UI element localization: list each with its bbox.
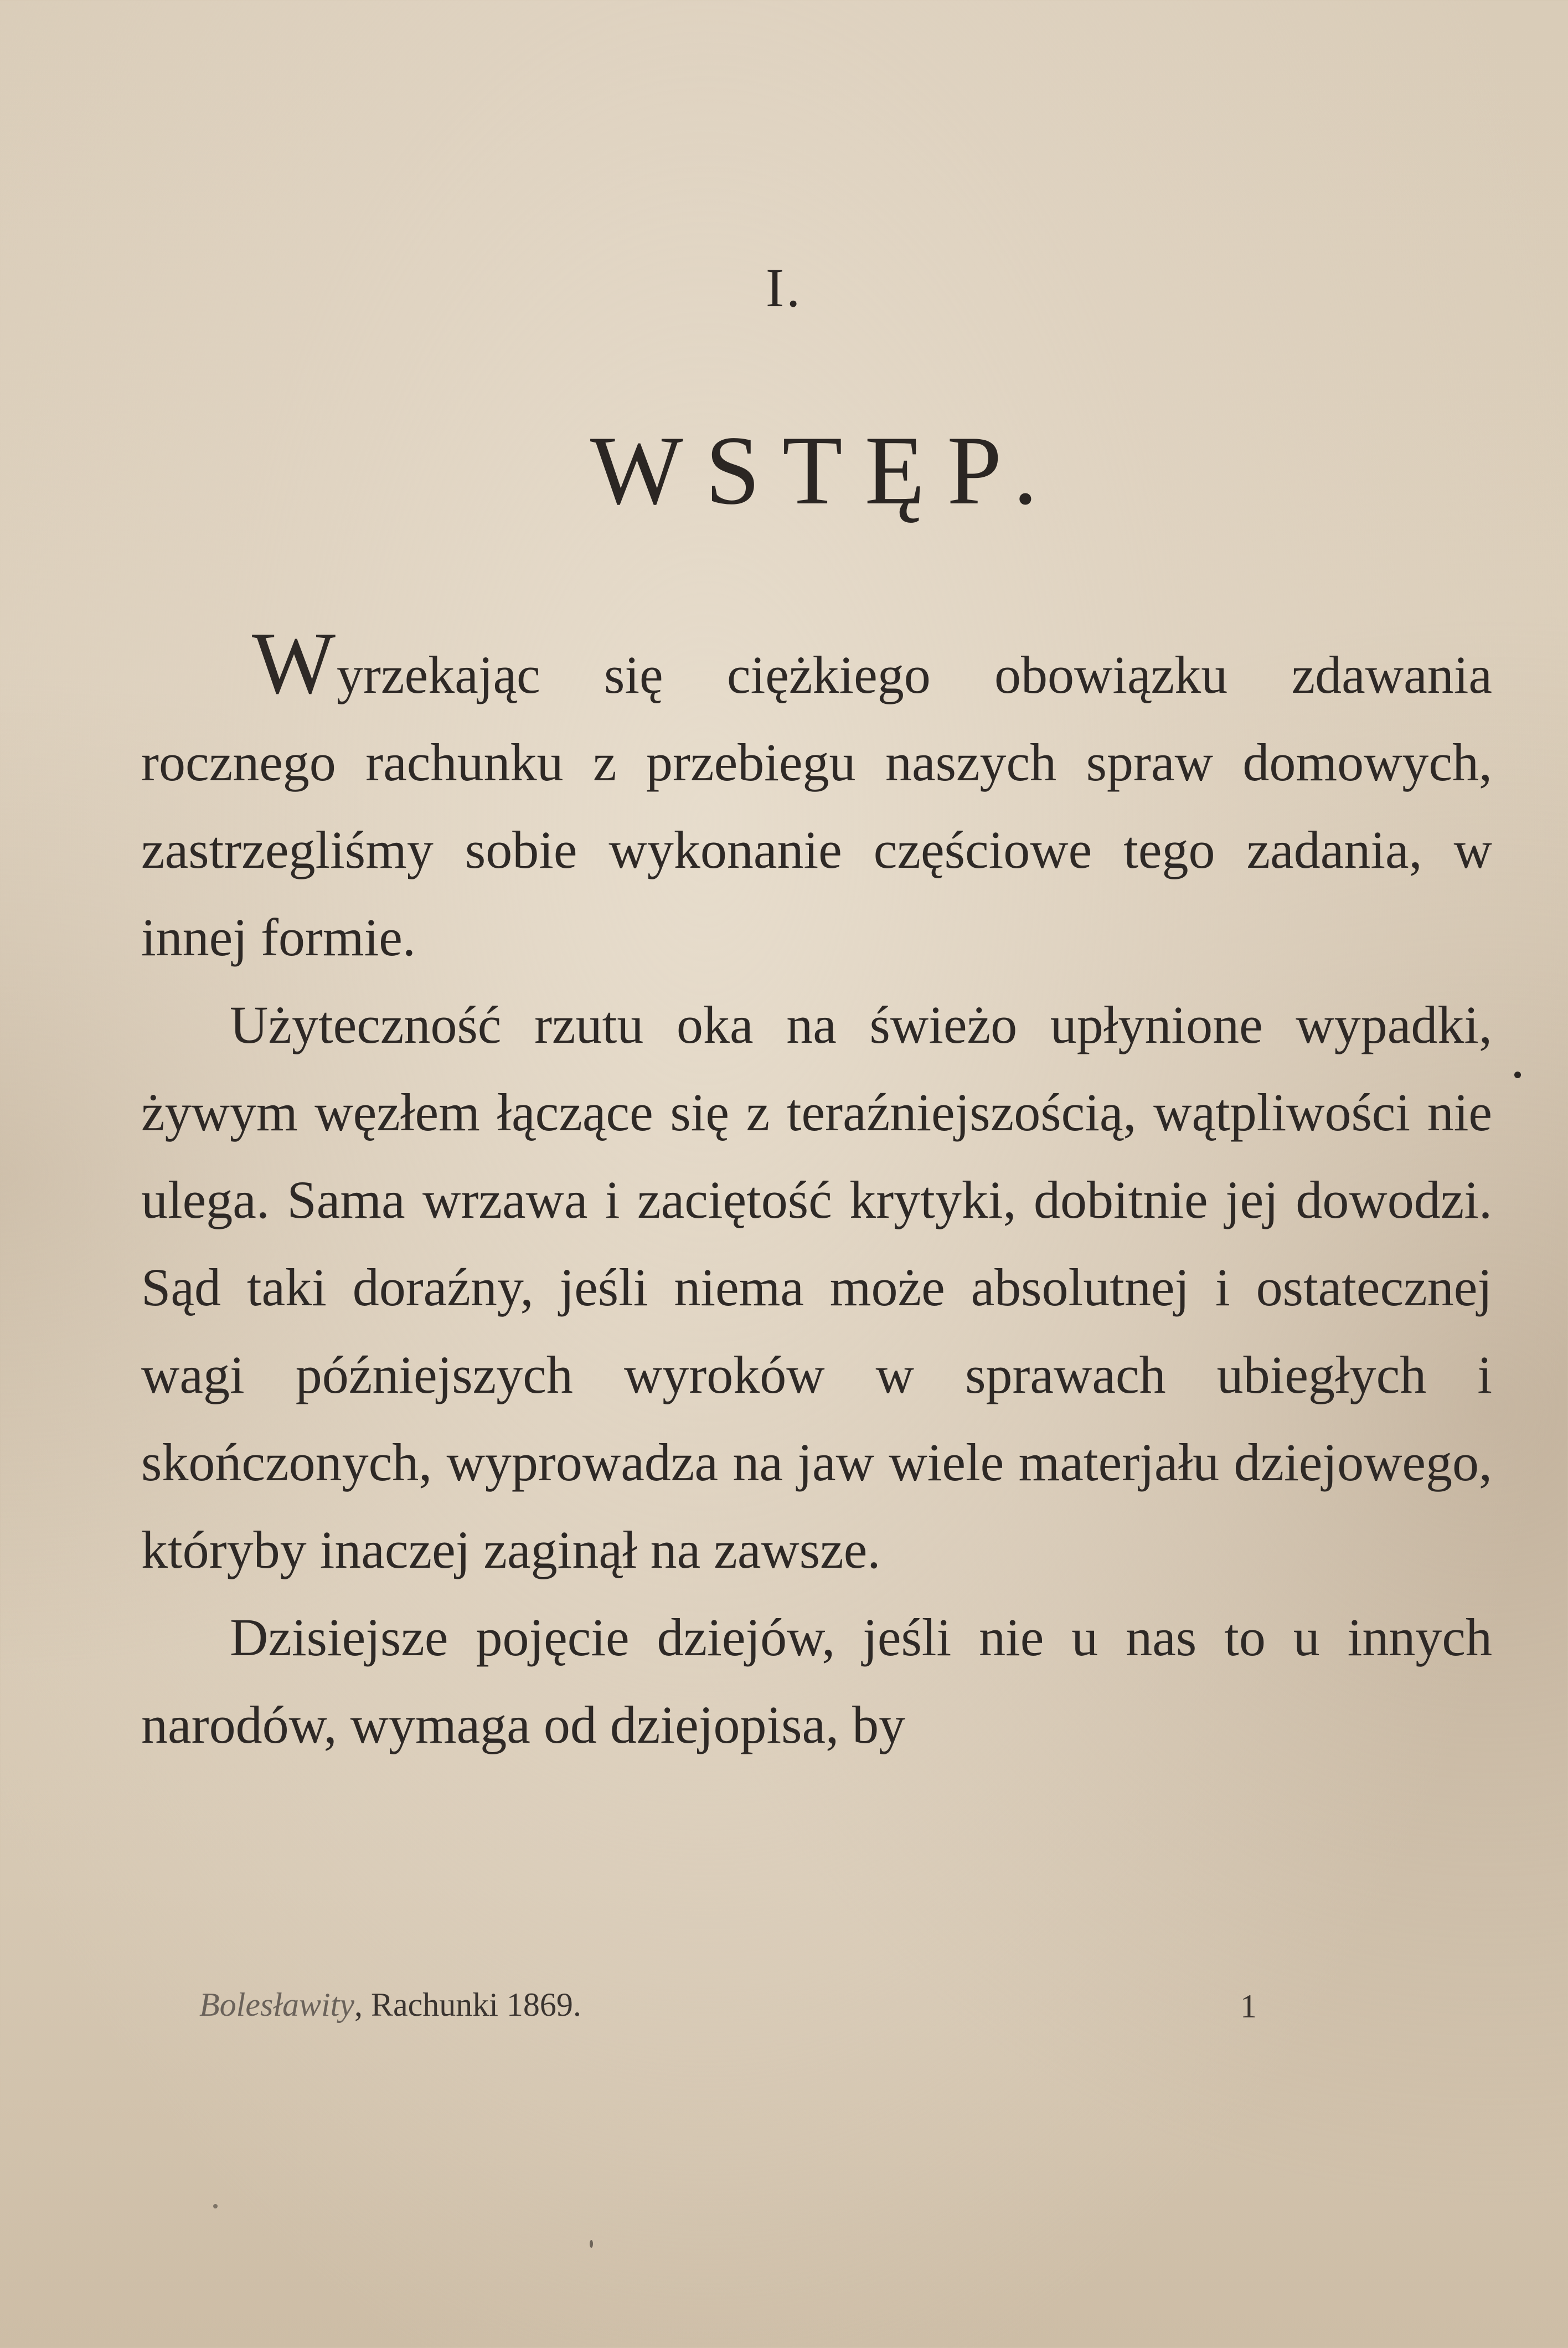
chapter-title: WSTĘP.: [590, 415, 1060, 525]
ink-speck: [213, 2204, 218, 2208]
paragraph-3: Dzisiejsze pojęcie dziejów, jeśli nie u nas to u innych narodów, wymaga od dziejopisa, by: [141, 1608, 1492, 1754]
paragraph-1-text: yrzekając się ciężkiego obowiązku zdawania rocznego rachunku z przebiegu naszych spraw domowych, zastrzegliśmy sobie wykonanie częściowe tego zadania, w innej formie.: [141, 645, 1492, 967]
page-footer: [199, 1986, 1307, 2025]
body-text: [141, 614, 1492, 1769]
signature-mark: 1: [1240, 1988, 1257, 2025]
ink-speck: [1514, 1072, 1521, 1078]
chapter-number: I.: [765, 257, 803, 318]
paragraph-2: Użyteczność rzutu oka na świeżo upłynione wypadki, żywym węzłem łączące się z teraźniejszością, wątpliwości nie ulega. Sama wrzawa i zaciętość krytyki, dobitnie jej dowodzi. Sąd taki doraźny, jeśli niema może absolutnej i ostatecznej wagi późniejszych wyroków w sprawach ubiegłych i skończonych, wyprowadza na jaw wiele materjału dziejowego, któryby inaczej zaginął na zawsze.: [141, 995, 1492, 1579]
paragraph-1: [141, 614, 1492, 981]
footer-work: , Rachunki 1869.: [354, 1986, 581, 2023]
footer-author: Bolesławity: [199, 1986, 354, 2023]
drop-cap: W: [252, 614, 336, 712]
ink-speck: [590, 2240, 593, 2248]
